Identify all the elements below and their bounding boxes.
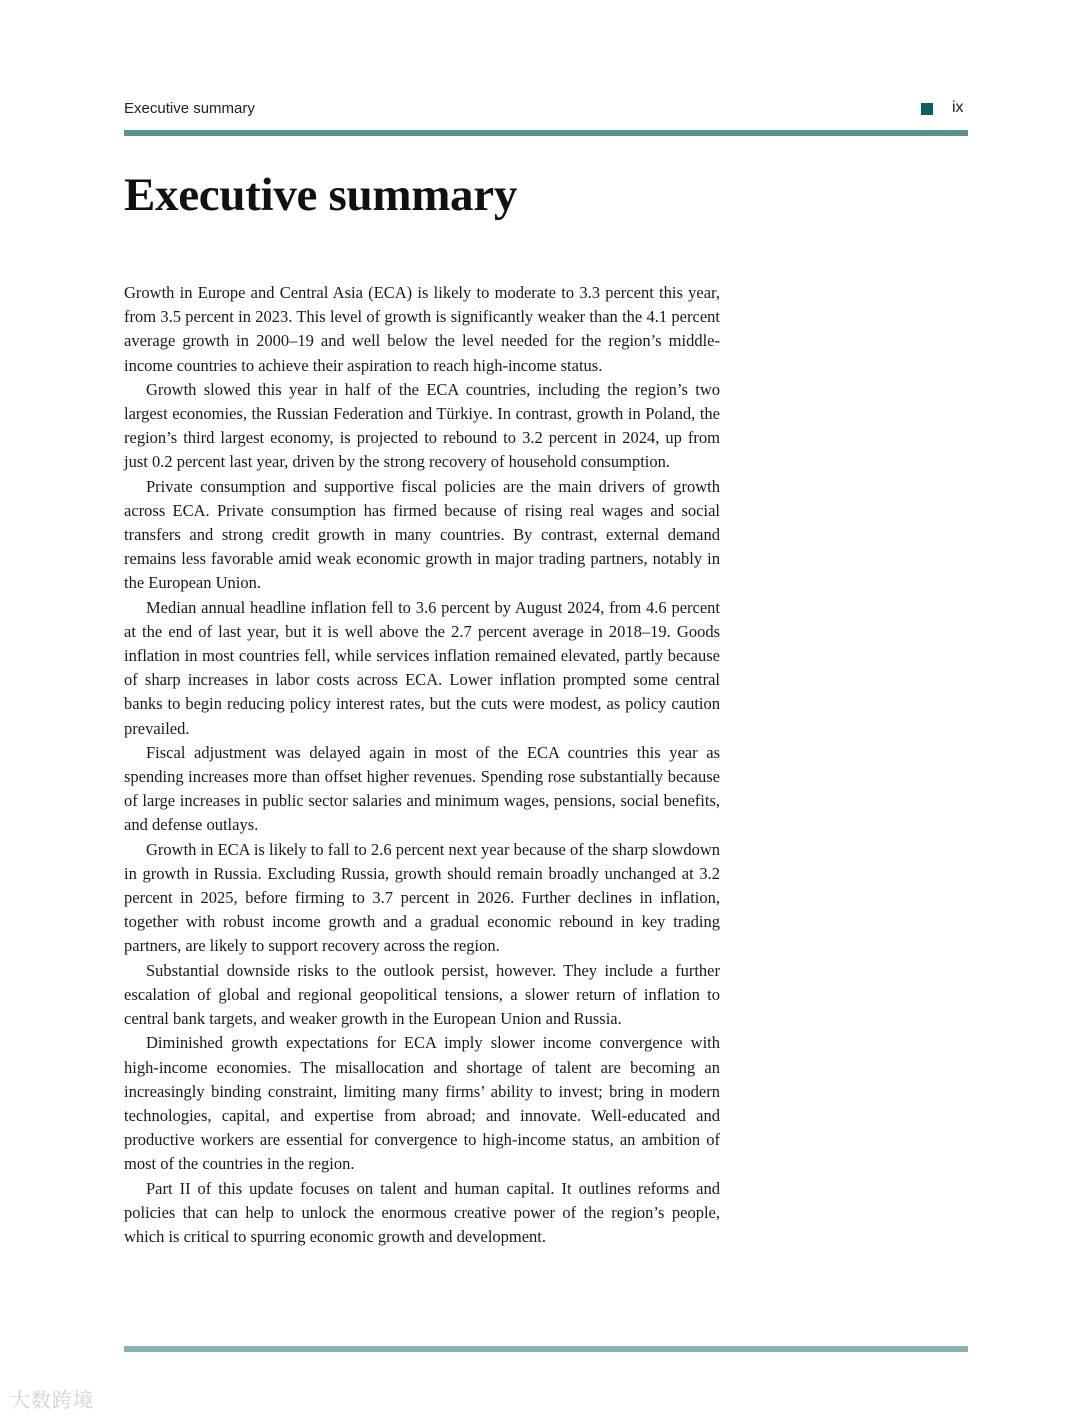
paragraph-5: Fiscal adjustment was delayed again in most of the ECA countries this year as spending increases more than offset higher revenues. Spending rose substantially because of large increases in public sector salaries and minimum wages, pensions, social benefits, and defense outlays. [124,742,720,835]
paragraph-3: Private consumption and supportive fiscal policies are the main drivers of growth across ECA. Private consumption has firmed because of rising real wages and social transfers and strong credit growth in many countries. By contrast, external demand remains less favorable amid weak economic growth in major trading partners, notably in the European Union. [124,476,720,593]
paragraph-6: Growth in ECA is likely to fall to 2.6 percent next year because of the sharp slowdown in growth in Russia. Excluding Russia, growth should remain broadly unchanged at 3.2 percent in 2025, before firming to 3.7 percent in 2026. Further declines in inflation, together with robust income growth and a gradual economic rebound in key trading partners, are likely to support recovery across the region. [124,839,720,956]
page-number: ix [952,99,964,116]
paragraph-1: Growth in Europe and Central Asia (ECA) is likely to moderate to 3.3 percent this year, from 3.5 percent in 2023. This level of growth is significantly weaker than the 4.1 percent average growth in 2000–19 and well below the level needed for the region’s middle-income countries to achieve their aspiration to reach high-income status. [124,283,720,375]
paragraph-9: Part II of this update focuses on talent and human capital. It outlines reforms and policies that can help to unlock the enormous creative power of the region’s people, which is critical to spurring economic growth and development. [124,1178,720,1246]
running-head: Executive summary [124,100,255,117]
body-text [124,281,720,1249]
top-rule [124,130,968,136]
paragraph-7: Substantial downside risks to the outlook persist, however. They include a further escalation of global and regional geopolitical tensions, a slower return of inflation to central bank targets, and weaker growth in the European Union and Russia. [124,960,720,1029]
paragraph-8: Diminished growth expectations for ECA imply slower income convergence with high-income economies. The misallocation and shortage of talent are becoming an increasingly binding constraint, limiting many firms’ ability to invest; bring in modern technologies, capital, and expertise from abroad; and innovate. Well-educated and productive workers are essential for convergence to high-income status, an ambition of most of the countries in the region. [124,1033,720,1174]
paragraph-4: Median annual headline inflation fell to 3.6 percent by August 2024, from 4.6 percent at the end of last year, but it is well above the 2.7 percent average in 2018–19. Goods inflation in most countries fell, while services inflation remained elevated, partly because of sharp increases in labor costs across ECA. Lower inflation prompted some central banks to begin reducing policy interest rates, but the cuts were modest, as policy caution prevailed. [124,597,720,738]
page-title: Executive summary [124,169,518,221]
bottom-rule [124,1346,968,1352]
header-square-marker [921,103,933,115]
paragraph-2: Growth slowed this year in half of the ECA countries, including the region’s two largest economies, the Russian Federation and Türkiye. In contrast, growth in Poland, the region’s third largest economy, is projected to rebound to 3.2 percent in 2024, up from just 0.2 percent last year, driven by the strong recovery of household consumption. [124,379,720,472]
watermark: 大数跨境 [10,1388,94,1412]
